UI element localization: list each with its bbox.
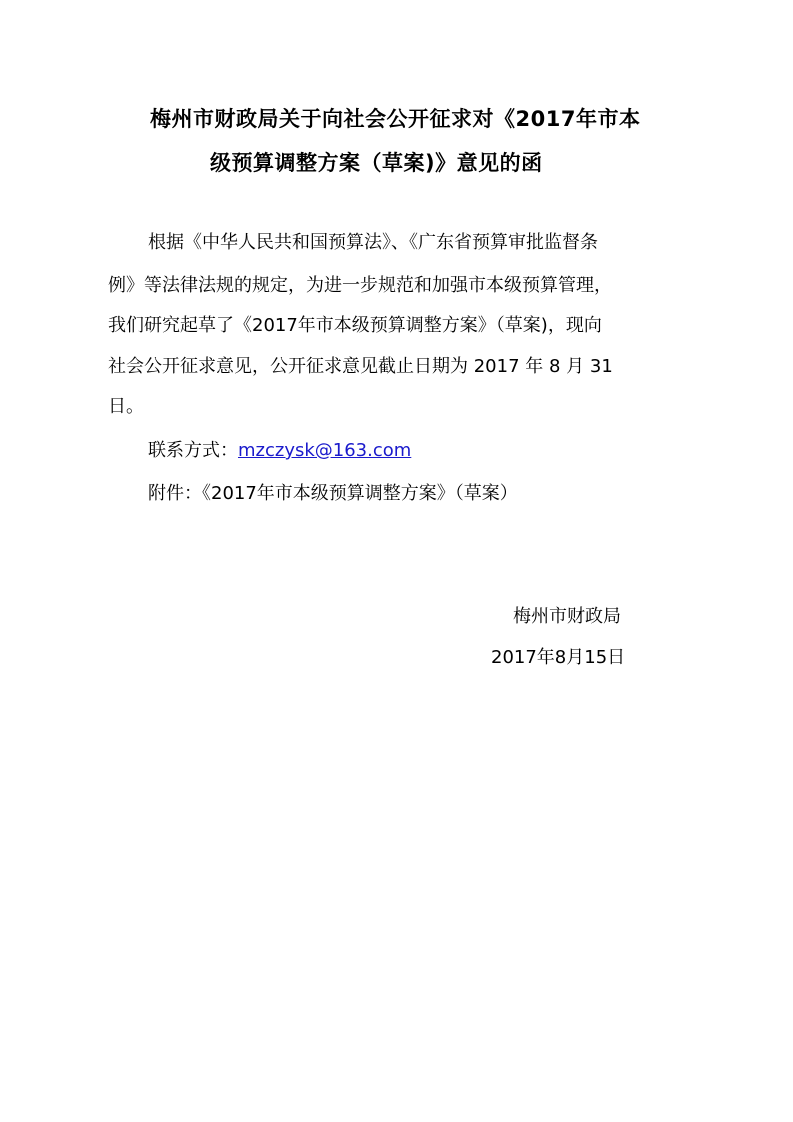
signature-date: 2017年8月15日 bbox=[491, 647, 626, 668]
document-title-line-1: 梅州市财政局关于向社会公开征求对《2017年市本 bbox=[150, 107, 641, 131]
body-paragraph-line-5: 日。 bbox=[108, 396, 144, 417]
body-paragraph-line-3: 我们研究起草了《2017年市本级预算调整方案》（草案)，现向 bbox=[108, 315, 602, 336]
body-paragraph-line-4: 社会公开征求意见，公开征求意见截止日期为 2017 年 8 月 31 bbox=[108, 356, 613, 377]
signature-organization: 梅州市财政局 bbox=[513, 606, 621, 627]
body-paragraph-line-2: 例》等法律法规的规定，为进一步规范和加强市本级预算管理， bbox=[108, 275, 612, 296]
document-title-line-2: 级预算调整方案（草案)》意见的函 bbox=[210, 151, 543, 175]
contact-label: 联系方式： bbox=[148, 440, 238, 461]
contact-email-link[interactable]: mzczysk@163.com bbox=[238, 440, 412, 461]
contact-line bbox=[148, 439, 411, 463]
body-paragraph-line-1: 根据《中华人民共和国预算法》、《广东省预算审批监督条 bbox=[148, 232, 598, 253]
attachment-line: 附件：《2017年市本级预算调整方案》（草案） bbox=[148, 483, 518, 504]
